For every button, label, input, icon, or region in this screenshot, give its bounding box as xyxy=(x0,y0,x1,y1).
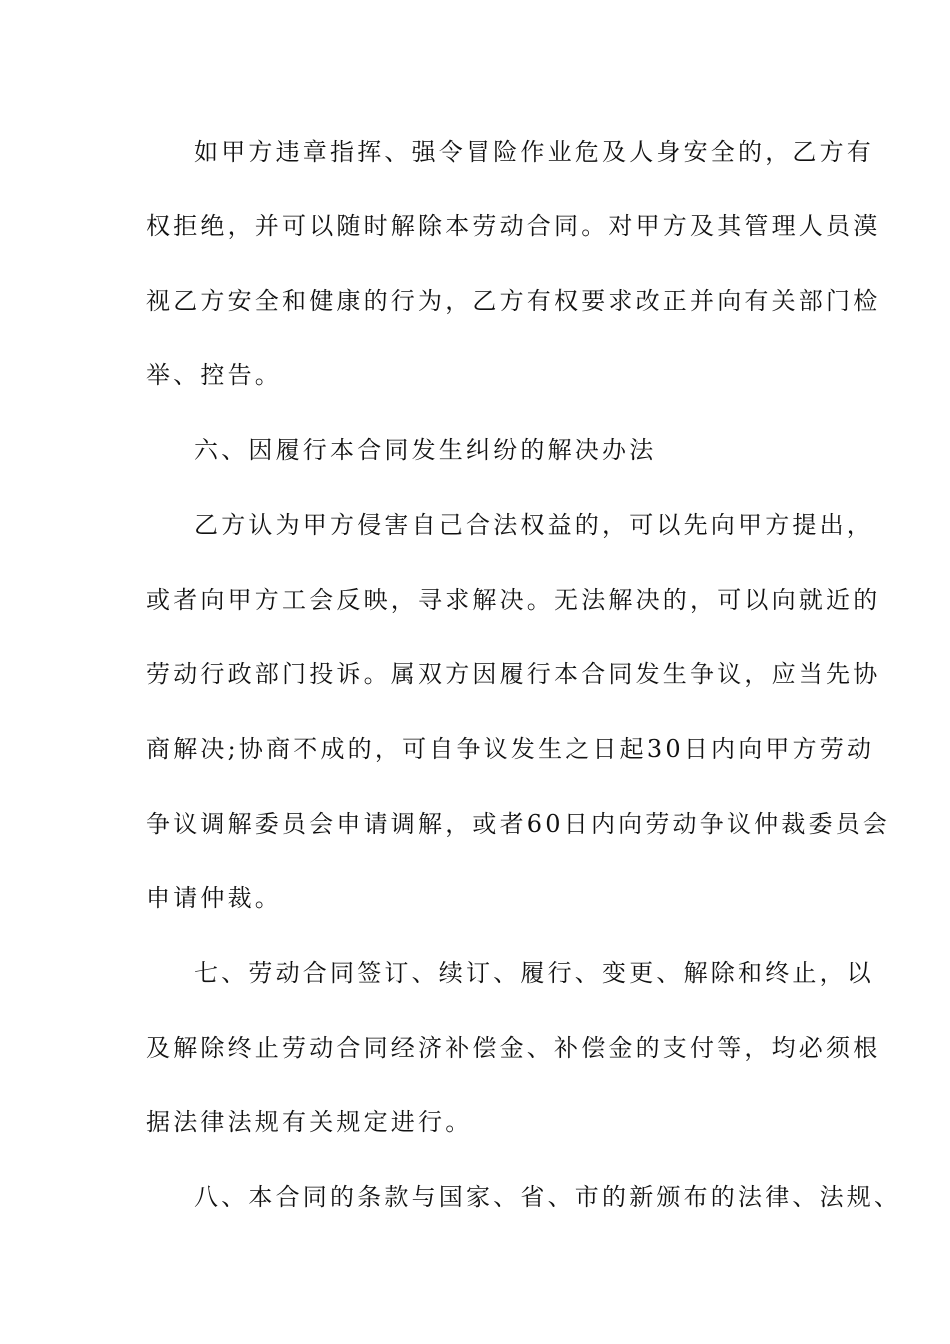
text-line: 八、本合同的条款与国家、省、市的新颁布的法律、法规、 xyxy=(194,1183,902,1211)
text-line: 申请仲裁。 xyxy=(146,884,282,912)
section-heading: 六、因履行本合同发生纠纷的解决办法 xyxy=(194,436,657,464)
text-line: 及解除终止劳动合同经济补偿金、补偿金的支付等，均必须根 xyxy=(146,1034,881,1062)
text-line: 或者向甲方工会反映，寻求解决。无法解决的，可以向就近的 xyxy=(146,586,881,614)
text-line: 视乙方安全和健康的行为，乙方有权要求改正并向有关部门检 xyxy=(146,287,881,315)
text-line: 劳动行政部门投诉。属双方因履行本合同发生争议，应当先协 xyxy=(146,660,881,688)
text-line: 乙方认为甲方侵害自己合法权益的，可以先向甲方提出， xyxy=(194,511,874,539)
text-line: 如甲方违章指挥、强令冒险作业危及人身安全的，乙方有 xyxy=(194,138,874,166)
text-line: 争议调解委员会申请调解，或者60日内向劳动争议仲裁委员会 xyxy=(146,810,891,838)
text-line: 权拒绝，并可以随时解除本劳动合同。对甲方及其管理人员漠 xyxy=(146,212,881,240)
text-line: 举、控告。 xyxy=(146,361,282,389)
text-line: 七、劳动合同签订、续订、履行、变更、解除和终止，以 xyxy=(194,959,874,987)
text-line: 商解决;协商不成的，可自争议发生之日起30日内向甲方劳动 xyxy=(146,735,875,763)
text-line: 据法律法规有关规定进行。 xyxy=(146,1108,473,1136)
